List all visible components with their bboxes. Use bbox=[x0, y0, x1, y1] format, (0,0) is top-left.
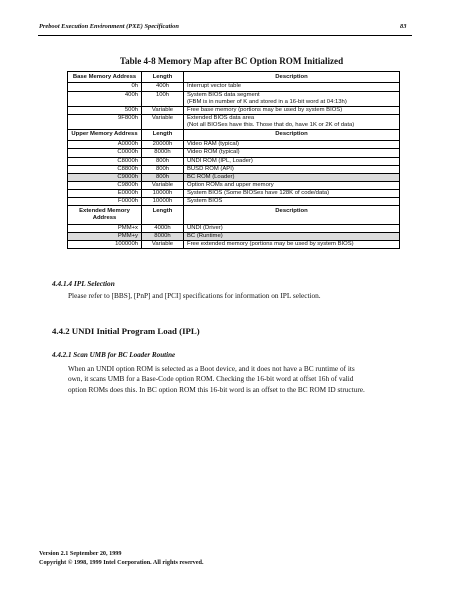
address-cell: A0000h bbox=[68, 141, 142, 149]
table-header-row bbox=[68, 72, 400, 83]
description-line: System BIOS bbox=[187, 198, 223, 205]
table-header-row bbox=[68, 129, 400, 140]
length-cell: Variable bbox=[142, 241, 184, 249]
description-cell bbox=[184, 106, 400, 114]
length-cell: 8000h bbox=[142, 149, 184, 157]
table-row bbox=[68, 165, 400, 173]
address-cell: C0000h bbox=[68, 149, 142, 157]
memory-map-table bbox=[67, 71, 400, 249]
length-cell: 20000h bbox=[142, 141, 184, 149]
description-line: Option ROMs and upper memory bbox=[187, 181, 274, 188]
description-line: System BIOS data segment bbox=[187, 91, 260, 98]
running-header-title: Preboot Execution Environment (PXE) Specification bbox=[39, 23, 179, 30]
table-row bbox=[68, 198, 400, 206]
description-line: BC (Runtime) bbox=[187, 233, 223, 240]
length-cell: Variable bbox=[142, 114, 184, 129]
footer-copyright: Copyright © 1998, 1999 Intel Corporation. All rights reserved. bbox=[39, 559, 204, 566]
address-cell: 100000h bbox=[68, 241, 142, 249]
address-cell: F0000h bbox=[68, 198, 142, 206]
section-heading-undi-ipl: 4.4.2 UNDI Initial Program Load (IPL) bbox=[52, 326, 200, 336]
table-row bbox=[68, 141, 400, 149]
description-cell bbox=[184, 157, 400, 165]
description-cell bbox=[184, 83, 400, 91]
description-cell bbox=[184, 91, 400, 106]
paragraph-line: option ROMs does this. In BC option ROM this 16-bit word is an offset to the BC ROM ID structure. bbox=[68, 384, 365, 394]
address-cell: PMM+y bbox=[68, 233, 142, 241]
ipl-selection-paragraph: Please refer to [BBS], [PnP] and [PCI] specifications for information on IPL selection. bbox=[68, 291, 321, 300]
table-row bbox=[68, 189, 400, 197]
address-cell: C9800h bbox=[68, 181, 142, 189]
length-cell: 100h bbox=[142, 91, 184, 106]
table-row bbox=[68, 173, 400, 181]
length-cell: Variable bbox=[142, 181, 184, 189]
description-line: Extended BIOS data area bbox=[187, 114, 255, 121]
length-cell: 800h bbox=[142, 157, 184, 165]
description-line: Free extended memory (portions may be used by system BIOS) bbox=[187, 241, 354, 248]
description-header: Description bbox=[184, 206, 400, 225]
description-cell bbox=[184, 224, 400, 232]
table-row bbox=[68, 91, 400, 106]
address-cell: 9F800h bbox=[68, 114, 142, 129]
table-row bbox=[68, 157, 400, 165]
section-heading-scan-umb: 4.4.2.1 Scan UMB for BC Loader Routine bbox=[52, 351, 176, 359]
table-title: Table 4-8 Memory Map after BC Option ROM Initialized bbox=[119, 56, 344, 66]
page-number: 83 bbox=[400, 23, 407, 30]
length-cell: 8000h bbox=[142, 233, 184, 241]
table-row bbox=[68, 83, 400, 91]
description-cell bbox=[184, 141, 400, 149]
scan-umb-paragraph bbox=[68, 364, 408, 395]
description-header: Description bbox=[184, 129, 400, 140]
table-row bbox=[68, 106, 400, 114]
address-cell: C8000h bbox=[68, 157, 142, 165]
description-cell bbox=[184, 114, 400, 129]
table-header-row bbox=[68, 206, 400, 225]
description-line: Video RAM (typical) bbox=[187, 141, 239, 148]
header-rule bbox=[38, 35, 412, 36]
length-cell: 800h bbox=[142, 173, 184, 181]
description-line: UNDI (Driver) bbox=[187, 224, 223, 231]
description-line: BC ROM (Loader) bbox=[187, 173, 235, 180]
address-cell: C9000h bbox=[68, 173, 142, 181]
table-row bbox=[68, 224, 400, 232]
table-row bbox=[68, 241, 400, 249]
address-cell: 0h bbox=[68, 83, 142, 91]
description-cell bbox=[184, 233, 400, 241]
address-cell: 400h bbox=[68, 91, 142, 106]
address-cell: E0000h bbox=[68, 189, 142, 197]
length-cell: 10000h bbox=[142, 189, 184, 197]
description-cell bbox=[184, 189, 400, 197]
length-cell: 4000h bbox=[142, 224, 184, 232]
table-row bbox=[68, 181, 400, 189]
description-line: Interrupt vector table bbox=[187, 83, 242, 90]
description-line: (Not all BIOSes have this. Those that do, have 1K or 2K of data) bbox=[187, 121, 355, 128]
description-line: Video ROM (typical) bbox=[187, 149, 240, 156]
description-line: Free base memory (portions may be used by system BIOS) bbox=[187, 106, 343, 113]
section-heading-ipl-selection: 4.4.1.4 IPL Selection bbox=[52, 279, 115, 288]
description-cell bbox=[184, 241, 400, 249]
length-cell: 400h bbox=[142, 83, 184, 91]
description-cell bbox=[184, 149, 400, 157]
address-header: Extended Memory Address bbox=[68, 206, 142, 225]
description-cell bbox=[184, 181, 400, 189]
description-line: (FBM is in number of K and stored in a 16-bit word at 04:13h) bbox=[187, 98, 347, 105]
description-line: BUSD ROM (API) bbox=[187, 165, 234, 172]
table-row bbox=[68, 149, 400, 157]
address-header: Upper Memory Address bbox=[68, 129, 142, 140]
length-header: Length bbox=[142, 206, 184, 225]
footer-version: Version 2.1 September 20, 1999 bbox=[39, 550, 122, 557]
address-cell: PMM+x bbox=[68, 224, 142, 232]
description-line: UNDI ROM (IPL, Loader) bbox=[187, 157, 253, 164]
description-header: Description bbox=[184, 72, 400, 83]
description-line: System BIOS (Some BIOSes have 128K of code/data) bbox=[187, 189, 330, 196]
paragraph-line: When an UNDI option ROM is selected as a Boot device, and it does not have a BC runtime of its bbox=[68, 364, 355, 373]
description-cell bbox=[184, 173, 400, 181]
length-cell: 800h bbox=[142, 165, 184, 173]
paragraph-line: own, it scans UMB for a Base-Code option ROM. Checking the 16-bit word at offset 16h of valid bbox=[68, 374, 354, 384]
description-cell bbox=[184, 198, 400, 206]
address-cell: C8800h bbox=[68, 165, 142, 173]
length-cell: Variable bbox=[142, 106, 184, 114]
length-header: Length bbox=[142, 129, 184, 140]
table-row bbox=[68, 114, 400, 129]
length-cell: 10000h bbox=[142, 198, 184, 206]
address-header: Base Memory Address bbox=[68, 72, 142, 83]
address-cell: 500h bbox=[68, 106, 142, 114]
table-row bbox=[68, 233, 400, 241]
memory-map-table-body bbox=[68, 72, 400, 249]
length-header: Length bbox=[142, 72, 184, 83]
description-cell bbox=[184, 165, 400, 173]
